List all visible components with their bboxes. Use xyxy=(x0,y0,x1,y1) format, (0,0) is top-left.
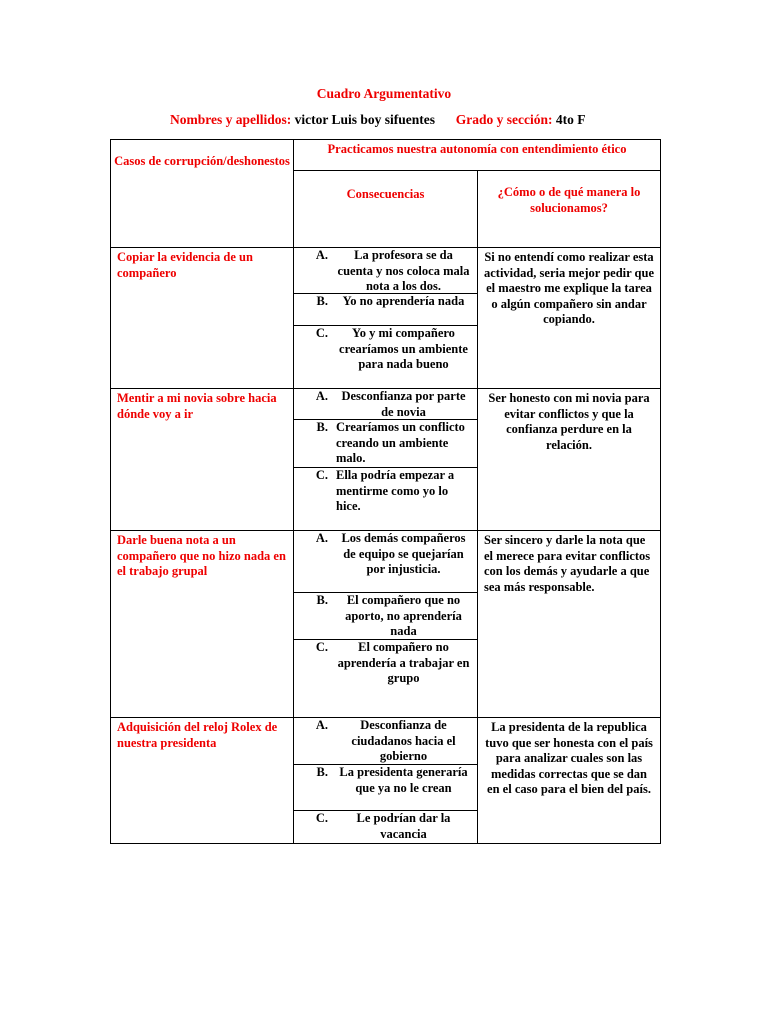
header-consequences: Consecuencias xyxy=(294,171,478,248)
case-cell: Copiar la evidencia de un compañero xyxy=(111,248,294,389)
header-solutions: ¿Cómo o de qué manera lo solucionamos? xyxy=(478,171,661,248)
names-label: Nombres y apellidos: xyxy=(170,112,292,127)
consequences-cell xyxy=(294,248,478,389)
item-text: Desconfianza por parte de novia xyxy=(341,389,466,419)
solution-cell: Ser honesto con mi novia para evitar conflictos y que la confianza perdure en la relación. xyxy=(478,389,661,531)
consequence-item xyxy=(294,765,477,811)
argument-table xyxy=(110,139,661,844)
grade-value: 4to F xyxy=(555,112,586,127)
solution-cell: La presidenta de la republica tuvo que ser honesta con el país para analizar cuales son las medidas correctas que se dan en el caso para el bien del país. xyxy=(478,718,661,844)
case-cell: Mentir a mi novia sobre hacia dónde voy a ir xyxy=(111,389,294,531)
consequence-item xyxy=(294,640,477,717)
consequence-item xyxy=(294,811,477,843)
item-letter: A. xyxy=(315,718,328,732)
item-letter: C. xyxy=(315,468,328,482)
case-cell: Darle buena nota a un compañero que no hizo nada en el trabajo grupal xyxy=(111,531,294,718)
item-text: Ella podría empezar a mentirme como yo lo hice. xyxy=(336,468,455,513)
item-letter: C. xyxy=(315,640,328,654)
item-text: Crearíamos un conflicto creando un ambiente malo. xyxy=(336,420,465,465)
consequence-item xyxy=(294,389,477,420)
item-text: Desconfianza de ciudadanos hacia el gobierno xyxy=(351,718,456,763)
item-text: El compañero que no aporto, no aprendería nada xyxy=(345,593,462,638)
item-letter: B. xyxy=(316,294,328,308)
consequence-item xyxy=(294,718,477,765)
consequence-item xyxy=(294,248,477,294)
item-text: Yo y mi compañero crearíamos un ambiente para nada bueno xyxy=(339,326,468,371)
item-letter: C. xyxy=(315,326,328,340)
names-value: victor Luis boy sifuentes xyxy=(294,112,436,127)
item-letter: C. xyxy=(315,811,328,825)
table-row xyxy=(111,248,661,389)
consequence-item xyxy=(294,531,477,593)
consequences-cell xyxy=(294,531,478,718)
item-letter: A. xyxy=(315,248,328,262)
header-cases: Casos de corrupción/deshonestos xyxy=(111,140,294,248)
consequence-item xyxy=(294,468,477,530)
item-text: La presidenta generaría que ya no le crean xyxy=(339,765,468,795)
student-info xyxy=(170,112,586,128)
item-letter: B. xyxy=(316,420,328,434)
grade-label: Grado y sección: xyxy=(455,112,553,127)
solution-cell: Si no entendí como realizar esta actividad, seria mejor pedir que el maestro me explique la tarea o algún compañero sin andar copiando. xyxy=(478,248,661,389)
table-row xyxy=(111,389,661,531)
consequence-item xyxy=(294,294,477,326)
table-row xyxy=(111,718,661,844)
item-letter: A. xyxy=(315,389,328,403)
consequences-cell xyxy=(294,389,478,531)
header-top: Practicamos nuestra autonomía con entendimiento ético xyxy=(294,140,661,171)
solution-cell: Ser sincero y darle la nota que el merece para evitar conflictos con los demás y ayudarle a que sea más responsable. xyxy=(478,531,661,718)
item-text: Le podrían dar la vacancia xyxy=(356,811,451,841)
consequence-item xyxy=(294,326,477,388)
item-text: La profesora se da cuenta y nos coloca mala nota a los dos. xyxy=(337,248,470,293)
item-text: Los demás compañeros de equipo se quejarían por injusticia. xyxy=(341,531,466,576)
consequences-cell xyxy=(294,718,478,844)
item-text: El compañero no aprendería a trabajar en grupo xyxy=(337,640,470,685)
consequence-item xyxy=(294,593,477,640)
consequence-item xyxy=(294,420,477,468)
table-row xyxy=(111,531,661,718)
item-text: Yo no aprendería nada xyxy=(342,294,465,308)
document-title: Cuadro Argumentativo xyxy=(316,86,452,101)
item-letter: A. xyxy=(315,531,328,545)
case-cell: Adquisición del reloj Rolex de nuestra presidenta xyxy=(111,718,294,844)
item-letter: B. xyxy=(316,593,328,607)
item-letter: B. xyxy=(316,765,328,779)
